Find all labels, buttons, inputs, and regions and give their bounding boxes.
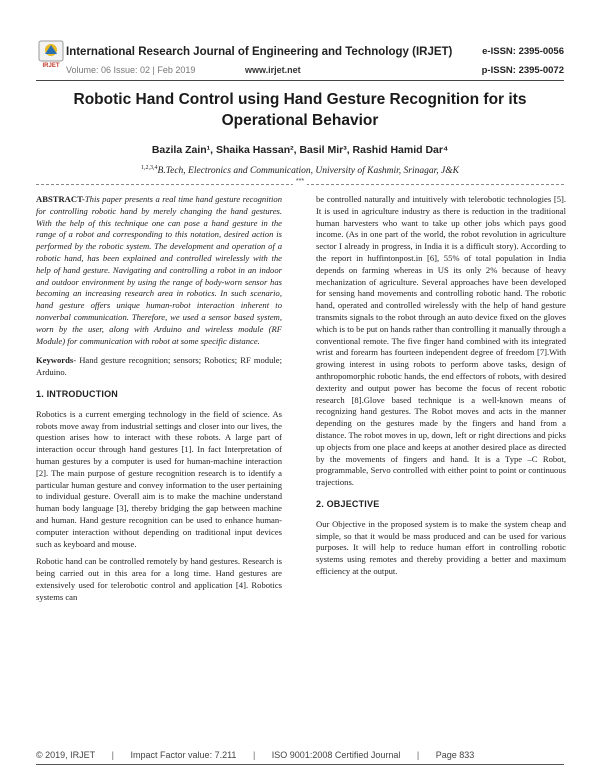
journal-url[interactable]: www.irjet.net bbox=[245, 65, 301, 75]
keywords-label: Keywords- bbox=[36, 355, 77, 366]
separator-stars: *** bbox=[293, 178, 307, 185]
affiliation-text: B.Tech, Electronics and Communication, University of Kashmir, Srinagar, J&K bbox=[157, 166, 459, 177]
intro-paragraph-1: Robotics is a current emerging technology in the field of science. As robots move away from industrial settings and closer into our lives, the question arises how to interact with these robots. A large part of interaction occur through hand gestures [1]. In fact Interpretation of human gestures by a computer is used for human-machine interaction [2]. The main purpose of gesture recognition research is to identify a particular human gesture and convey information to the user pertaining to individual gesture. Overall aim is to make the machine understand human body language [3], thereby bridging the gap between machine and human. Hand gesture recognition can be used to enhance human-computer interaction without depending on traditional input devices such as keyboard and mouse. bbox=[36, 408, 282, 549]
abstract-label: ABSTRACT- bbox=[36, 194, 85, 204]
footer-divider: | bbox=[416, 750, 420, 760]
footer-rule bbox=[36, 764, 564, 765]
footer-impact-factor: Impact Factor value: 7.211 bbox=[130, 750, 237, 760]
author-list: Bazila Zain¹, Shaika Hassan², Basil Mir³, Rashid Hamid Dar⁴ bbox=[151, 144, 449, 156]
footer-divider: | bbox=[111, 750, 115, 760]
footer-copyright: © 2019, IRJET bbox=[36, 750, 96, 760]
p-issn: p-ISSN: 2395-0072 bbox=[481, 65, 564, 76]
section-heading-objective: 2. OBJECTIVE bbox=[316, 498, 380, 509]
e-issn: e-ISSN: 2395-0056 bbox=[482, 46, 564, 57]
irjet-logo bbox=[38, 40, 64, 68]
intro-paragraph-3: be controlled naturally and intuitively with telerobotic technologies [5]. It is used in agriculture industry as there is reduction in the traditional human harvesters who want to take up other jobs which pays good income. (As in one part of the world, the robot revolution in agriculture sector I already in progress, in India it is a difficult story). According to the report in huffintonpost.in [6], 55% of total population in India depends on farming whereas in US its only 2% because of heavy mechanization of agriculture. Several approaches have been developed for sensing hand movements and controlling robotic hand. The robotic hand, operated and controlled wirelessly with the help of hand gesture transmits signals to the robot through an auto device fixed on the gloves which is to be put on hands rather than controlling it manually through a conventional remote. The five finger hand combined with its integrated wrist and forearm has fourteen independent degree of freedom [7].With growing interest in using robots to perform above tasks, design of anthropomorphic robotic hands, the end effectors of robots, with desired dexterity and output power has become the focus of recent robotic research [8].Glove based technique is a well-known means of recognizing hand gestures. The Robot moves and acts in the manner depending on the gestures made by the fingers and hand from a distance. The robot moves in up, down, left or right directions and picks up objects from one place and keeps at another desired place as directed by the movements of fingers and hand. It is a Type –C Robot, programmable, Servo controlled with either point to point or continuous trajections. bbox=[316, 194, 566, 488]
footer-divider: | bbox=[252, 750, 256, 760]
journal-name: International Research Journal of Engineering and Technology (IRJET) bbox=[66, 46, 453, 58]
section-heading-introduction: 1. INTRODUCTION bbox=[36, 388, 119, 399]
footer-page-number: Page 833 bbox=[435, 750, 475, 760]
intro-paragraph-2: Robotic hand can be controlled remotely by hand gestures. Research is being carried out in this area for a long time. Hand gestures are extensively used for telerobotic control and application [4]. Robotics systems can bbox=[36, 556, 282, 602]
footer-iso: ISO 9001:2008 Certified Journal bbox=[271, 750, 401, 760]
header-divider bbox=[36, 80, 564, 81]
keywords-paragraph bbox=[36, 355, 282, 379]
logo-text: IRJET bbox=[42, 63, 60, 68]
left-column bbox=[36, 194, 282, 610]
paper-title: Robotic Hand Control using Hand Gesture Recognition for its Operational Behavior bbox=[73, 91, 527, 129]
volume-issue: Volume: 06 Issue: 02 | Feb 2019 bbox=[66, 65, 196, 75]
affiliation-superscript: 1,2,3,4 bbox=[141, 165, 158, 171]
keywords-text: Hand gesture recognition; sensors; Robotics; RF module; Arduino. bbox=[36, 355, 282, 378]
abstract-paragraph bbox=[36, 194, 282, 347]
objective-paragraph: Our Objective in the proposed system is to make the system cheap and simple, so that it would be mass produced and can be used for various purposes. It will help to reduce human effort in controlling robotic systems using remotes and thereby providing a better and maximum efficiency at the output. bbox=[316, 518, 566, 576]
abstract-text: This paper presents a real time hand gesture recognition for controlling robotic hand by merely changing the hand gestures. With the help of this technique one can pose a hand gesture in the range of a robot and corresponding to this notation, desired action is performed by the robotic system. The development and operation of a robotic hand, has been explained and controlled wirelessly with the help of hand gesture. Navigating and controlling a robot in an indoor and outdoor environment by using the range of body-worn sensor has becoming an increasing research area in robotics. In such scenario, hand gesture offers unique human-robot interaction inherent to nonverbal communication. Therefore, we used a sensor based system, worn by the user, along with Arduino and wireless module (RF Module) for communication with robot at some specific distance. bbox=[36, 194, 282, 346]
page-footer bbox=[36, 750, 564, 760]
right-column bbox=[316, 194, 566, 584]
affiliation bbox=[36, 165, 564, 176]
